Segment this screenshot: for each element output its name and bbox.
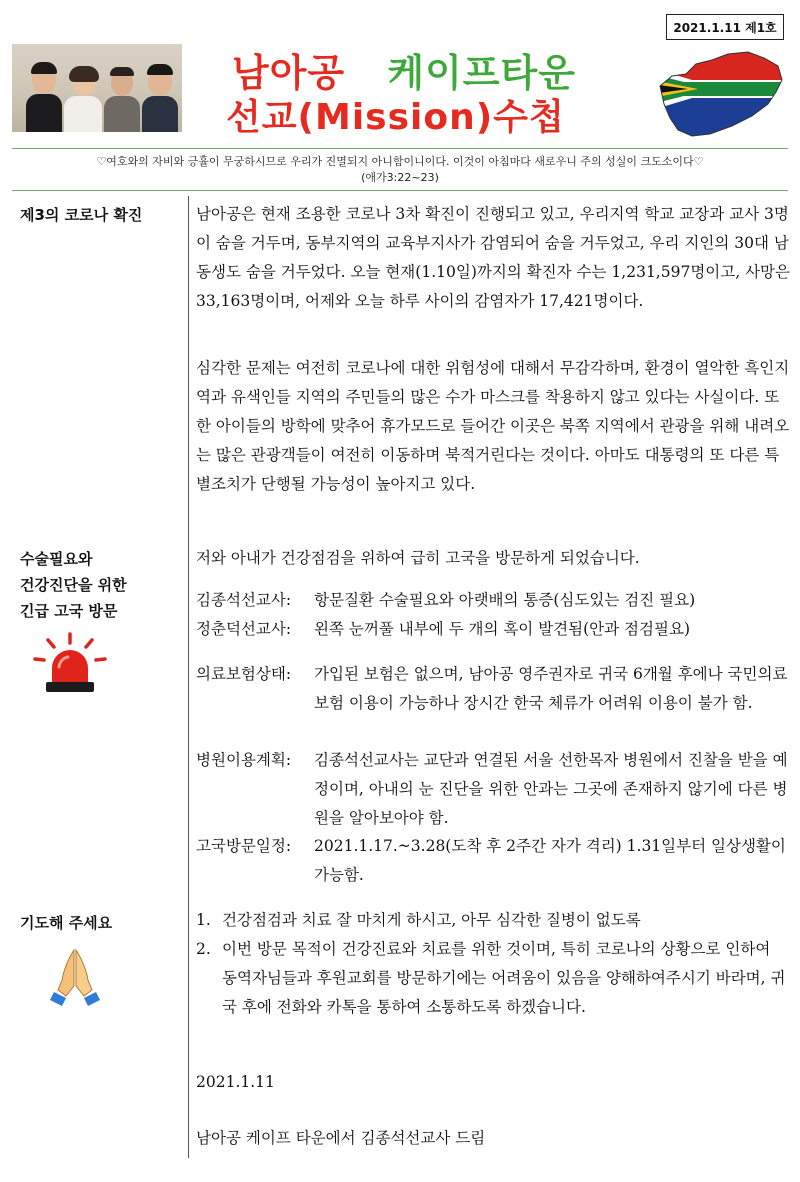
letter-date: 2021.1.11 <box>196 1073 275 1091</box>
list-text: 건강점검과 치료 잘 마치게 하시고, 아무 심각한 질병이 없도록 <box>222 911 641 929</box>
label-line: 건강진단을 위한 <box>20 576 127 594</box>
title-line-1 <box>232 51 576 95</box>
siren-icon <box>32 632 108 698</box>
item-key: 정춘덕선교사: <box>196 620 292 638</box>
verse-text: ♡여호와의 자비와 긍휼이 무궁하시므로 우리가 진멸되지 아니함이니이다. 이것이 아침마다 새로우니 주의 성실이 크도소이다♡ <box>96 155 704 168</box>
signature: 남아공 케이프 타운에서 김종석선교사 드림 <box>196 1129 486 1147</box>
item-value: 왼쪽 눈꺼풀 내부에 두 개의 혹이 발견됨(안과 점검필요) <box>314 620 690 638</box>
family-photo <box>12 44 182 132</box>
item-key: 김종석선교사: <box>196 591 292 609</box>
item-value: 2021.1.17.~3.28(도착 후 2주간 자가 격리) 1.31일부터 일상생활이 가능함. <box>314 837 786 884</box>
label-line: 긴급 고국 방문 <box>20 602 118 620</box>
title-part-2: 케이프타운 <box>387 51 576 95</box>
visit-intro: 저와 아내가 건강점검을 위하여 급히 고국을 방문하게 되었습니다. <box>196 549 640 567</box>
item-key: 고국방문일정: <box>196 837 292 855</box>
item-key: 의료보험상태: <box>196 665 292 683</box>
verse-reference: (애가3:22~23) <box>361 171 439 184</box>
praying-hands-icon <box>50 946 100 1006</box>
list-text: 이번 방문 목적이 건강진료와 치료를 위한 것이며, 특히 코로나의 상황으로 인하여 동역자님들과 후원교회를 방문하기에는 어려움이 있음을 양해하여주시기 바라며, 귀국 후에 전화와 카톡을 통하여 소통하도록 하겠습니다. <box>222 940 786 1016</box>
column-divider <box>188 196 189 1158</box>
photo-person <box>64 44 102 132</box>
item-key: 병원이용계획: <box>196 751 292 769</box>
list-number: 1. <box>196 911 211 929</box>
photo-person <box>104 44 140 132</box>
corona-paragraph-2: 심각한 문제는 여전히 코로나에 대한 위험성에 대해서 무감각하며, 환경이 열악한 흑인지역과 유색인들 지역의 주민들의 많은 수가 마스크를 착용하지 않고 있다는 사실이다. 또한 아이들의 방학에 맞추어 휴가모드로 들어간 이곳은 북쪽 지역에서 관광을 위해 내려오는 많은 관광객들이 여전히 이동하며 북적거린다는 것이다. 아마도 대통령의 또 다른 특별조치가 단행될 가능성이 높아지고 있다. <box>196 359 790 493</box>
item-value: 항문질환 수술필요와 아랫배의 통증(심도있는 검진 필요) <box>314 591 696 609</box>
title-part-1: 남아공 <box>232 51 346 95</box>
title-line-2: 선교(Mission)수첩 <box>226 97 565 138</box>
issue-date: 2021.1.11 제1호 <box>673 20 777 35</box>
corona-paragraph-1: 남아공은 현재 조용한 코로나 3차 확진이 진행되고 있고, 우리지역 학교 교장과 교사 3명이 숨을 거두며, 동부지역의 교육부지사가 감염되어 숨을 거두었고, 우리 지인의 30대 남동생도 숨을 거두었다. 오늘 현재(1.10일)까지의 확진자 수는 1,231,597명이고, 사망은 33,163명이며, 어제와 오늘 하루 사이의 감염자가 17,421명이다. <box>196 205 791 310</box>
section-label-visit <box>20 546 127 624</box>
item-value: 가입된 보험은 없으며, 남아공 영주권자로 귀국 6개월 후에나 국민의료보험 이용이 가능하나 장시간 한국 체류가 어려워 이용이 불가 함. <box>314 665 788 712</box>
item-value: 김종석선교사는 교단과 연결된 서울 선한목자 병원에서 진찰을 받을 예정이며, 아내의 눈 진단을 위한 안과는 그곳에 존재하지 않기에 다른 병원을 알아보아야 함. <box>314 751 788 827</box>
issue-date-box <box>666 14 784 40</box>
content-rule <box>12 190 788 191</box>
photo-person <box>26 44 62 132</box>
photo-person <box>142 44 178 132</box>
list-number: 2. <box>196 940 211 958</box>
section-label-prayer: 기도해 주세요 <box>20 914 113 932</box>
section-label-corona: 제3의 코로나 확진 <box>20 206 143 224</box>
header-rule <box>12 148 788 149</box>
south-africa-flag-map-icon <box>652 46 786 142</box>
bible-verse <box>30 154 770 186</box>
label-line: 수술필요와 <box>20 550 93 568</box>
